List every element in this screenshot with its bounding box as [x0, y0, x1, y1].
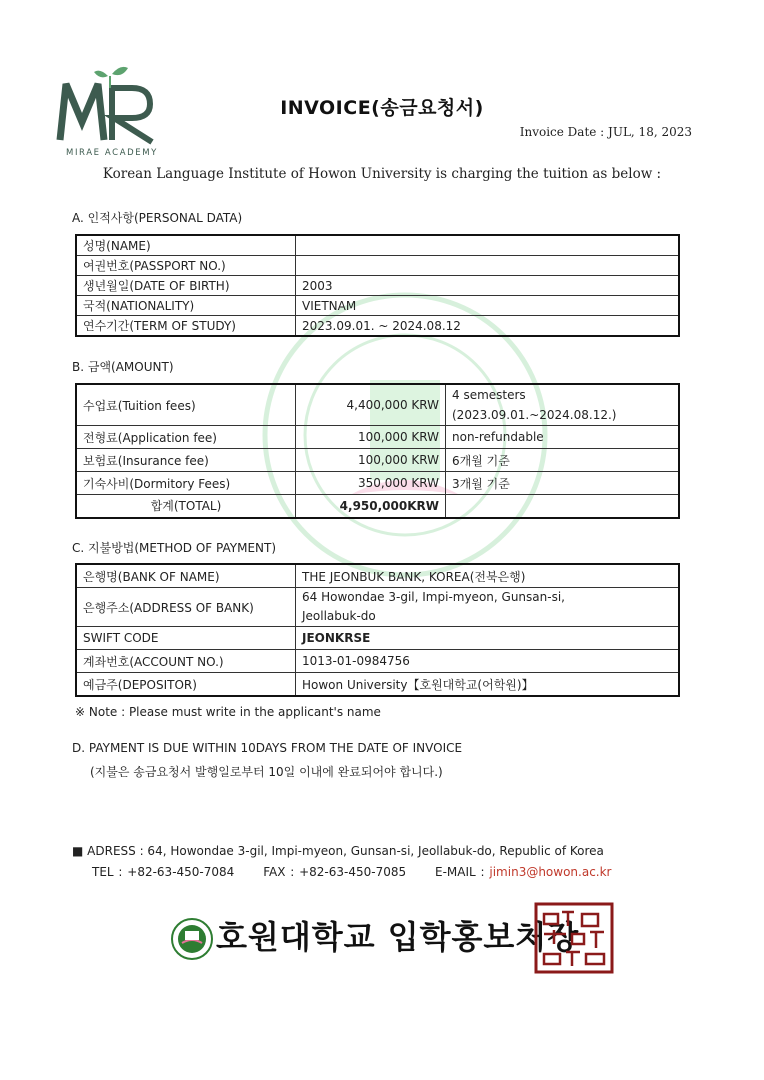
- table-row: [76, 627, 679, 650]
- depositor-value: Howon University【호원대학교(어학원)】: [296, 673, 680, 697]
- table-row: [76, 650, 679, 673]
- bank-value: THE JEONBUK BANK, KOREA(전북은행): [296, 564, 680, 588]
- table-row: [76, 495, 679, 518]
- footer-signature-title: 호원대학교 입학홍보처장: [216, 918, 580, 956]
- table-row: [76, 426, 679, 449]
- section-payment-heading: C. 지불방법(METHOD OF PAYMENT): [72, 541, 277, 555]
- section-personal-heading: A. 인적사항(PERSONAL DATA): [72, 211, 243, 225]
- email-label: E-MAIL :: [435, 865, 490, 879]
- insurance-label: 보험료(Insurance fee): [76, 449, 296, 472]
- payment-table: [75, 563, 680, 697]
- dormitory-note: 3개월 기준: [446, 472, 680, 495]
- swift-value: JEONKRSE: [296, 627, 680, 650]
- invoice-date: Invoice Date : JUL, 18, 2023: [519, 125, 692, 139]
- dormitory-amount: 350,000 KRW: [296, 472, 446, 495]
- contact-address: ■ ADRESS : 64, Howondae 3-gil, Impi-myeon, Gunsan-si, Jeollabuk-do, Republic of Korea: [72, 844, 604, 858]
- tel-text: TEL : +82-63-450-7084: [92, 865, 235, 879]
- table-row: [76, 673, 679, 697]
- amount-table: [75, 383, 680, 519]
- total-note: [446, 495, 680, 518]
- bank-label: 은행명(BANK OF NAME): [76, 564, 296, 588]
- birth-label: 생년월일(DATE OF BIRTH): [76, 276, 296, 296]
- table-row: [76, 296, 679, 316]
- passport-label: 여권번호(PASSPORT NO.): [76, 256, 296, 276]
- application-amount: 100,000 KRW: [296, 426, 446, 449]
- table-row: [76, 564, 679, 588]
- term-value: 2023.09.01. ~ 2024.08.12: [296, 316, 680, 337]
- account-value: 1013-01-0984756: [296, 650, 680, 673]
- bank-address-line2: Jeollabuk-do: [302, 609, 376, 623]
- tuition-amount: 4,400,000 KRW: [296, 384, 446, 426]
- tuition-note: [446, 384, 680, 426]
- bank-address-label: 은행주소(ADDRESS OF BANK): [76, 588, 296, 627]
- tuition-note-line2: (2023.09.01.~2024.08.12.): [452, 408, 617, 422]
- total-value: 4,950,000KRW: [296, 495, 446, 518]
- tuition-note-line1: 4 semesters: [452, 388, 526, 402]
- personal-data-table: [75, 234, 680, 337]
- tuition-label: 수업료(Tuition fees): [76, 384, 296, 426]
- email-link[interactable]: jimin3@howon.ac.kr: [489, 865, 612, 879]
- fax-text: FAX : +82-63-450-7085: [263, 865, 407, 879]
- table-row: [76, 472, 679, 495]
- swift-label: SWIFT CODE: [76, 627, 296, 650]
- dormitory-label: 기숙사비(Dormitory Fees): [76, 472, 296, 495]
- name-label: 성명(NAME): [76, 235, 296, 256]
- term-label: 연수기간(TERM OF STUDY): [76, 316, 296, 337]
- depositor-label: 예금주(DEPOSITOR): [76, 673, 296, 697]
- due-korean: (지불은 송금요청서 발행일로부터 10일 이내에 완료되어야 합니다.): [90, 765, 443, 779]
- howon-university-emblem: [170, 917, 214, 961]
- name-value: [296, 235, 680, 256]
- applicant-note: ※ Note : Please must write in the applicant's name: [75, 705, 381, 719]
- birth-value: 2003: [296, 276, 680, 296]
- logo-text: MIRAE ACADEMY: [66, 148, 158, 158]
- account-label: 계좌번호(ACCOUNT NO.): [76, 650, 296, 673]
- table-row: [76, 449, 679, 472]
- contact-line: [92, 865, 612, 879]
- official-seal: [532, 900, 616, 976]
- insurance-note: 6개월 기준: [446, 449, 680, 472]
- bank-address-line1: 64 Howondae 3-gil, Impi-myeon, Gunsan-si,: [302, 590, 565, 604]
- application-label: 전형료(Application fee): [76, 426, 296, 449]
- table-row: [76, 384, 679, 426]
- page-title: INVOICE(송금요청서): [280, 97, 484, 119]
- table-row: [76, 235, 679, 256]
- table-row: [76, 588, 679, 627]
- nationality-value: VIETNAM: [296, 296, 680, 316]
- application-note: non-refundable: [446, 426, 680, 449]
- nationality-label: 국적(NATIONALITY): [76, 296, 296, 316]
- passport-value: [296, 256, 680, 276]
- insurance-amount: 100,000 KRW: [296, 449, 446, 472]
- table-row: [76, 276, 679, 296]
- section-amount-heading: B. 금액(AMOUNT): [72, 360, 174, 374]
- due-heading: D. PAYMENT IS DUE WITHIN 10DAYS FROM THE DATE OF INVOICE: [72, 741, 463, 755]
- intro-text: Korean Language Institute of Howon University is charging the tuition as below :: [102, 166, 662, 182]
- bank-address-value: [296, 588, 680, 627]
- table-row: [76, 256, 679, 276]
- total-label: 합계(TOTAL): [76, 495, 296, 518]
- table-row: [76, 316, 679, 337]
